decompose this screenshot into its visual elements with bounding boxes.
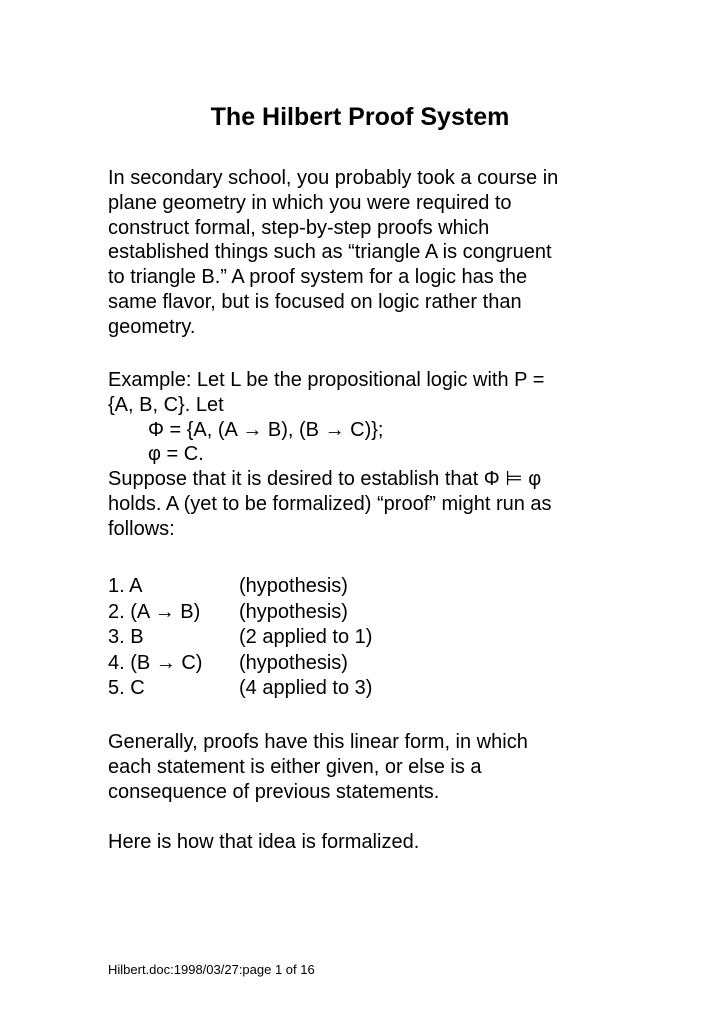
step-label: 5. C: [108, 677, 145, 699]
text-line: consequence of previous statements.: [108, 780, 440, 803]
proof-step: [108, 625, 372, 651]
page-title: The Hilbert Proof System: [210, 103, 510, 131]
text-line: Suppose that it is desired to establish that Φ ⊨ φ: [108, 468, 542, 491]
step-label: 2. (A → B): [108, 600, 201, 623]
phi-definition: Φ = {A, (A → B), (B → C)};: [148, 418, 384, 441]
text-line: construct formal, step-by-step proofs which: [108, 216, 490, 239]
text-line: In secondary school, you probably took a course in: [108, 167, 559, 189]
text-line: to triangle B.” A proof system for a logic has the: [108, 266, 528, 289]
page-footer: Hilbert.doc:1998/03/27:page 1 of 16: [108, 962, 315, 977]
text-line: geometry.: [108, 315, 196, 338]
closing-paragraph: [108, 830, 613, 855]
proof-step: [108, 651, 372, 677]
step-justification: (hypothesis): [239, 600, 348, 623]
proof-step: [108, 676, 372, 702]
step-justification: (4 applied to 3): [239, 677, 373, 699]
text-line: Here is how that idea is formalized.: [108, 831, 420, 853]
step-justification: (2 applied to 1): [239, 626, 373, 648]
step-label: 1. A: [108, 575, 143, 597]
proof-steps-list: [108, 574, 372, 702]
text-line: established things such as “triangle A is congruent: [108, 241, 552, 264]
generally-paragraph: [108, 730, 613, 804]
step-label: 4. (B → C): [108, 651, 203, 674]
step-justification: (hypothesis): [239, 575, 348, 597]
step-label: 3. B: [108, 626, 144, 648]
text-line: Generally, proofs have this linear form, in which: [108, 731, 528, 753]
example-paragraph: [108, 368, 613, 542]
text-line: each statement is either given, or else is a: [108, 755, 482, 778]
intro-paragraph: [108, 166, 613, 340]
text-line: follows:: [108, 517, 175, 540]
text-line: same flavor, but is focused on logic rather than: [108, 290, 522, 313]
text-line: plane geometry in which you were required to: [108, 191, 512, 214]
text-line: holds. A (yet to be formalized) “proof” might run as: [108, 492, 552, 515]
varphi-definition: φ = C.: [148, 443, 204, 466]
proof-step: [108, 600, 372, 626]
text-line: {A, B, C}. Let: [108, 393, 224, 416]
proof-step: [108, 574, 372, 600]
step-justification: (hypothesis): [239, 651, 348, 674]
text-line: Example: Let L be the propositional logic with P =: [108, 369, 545, 391]
